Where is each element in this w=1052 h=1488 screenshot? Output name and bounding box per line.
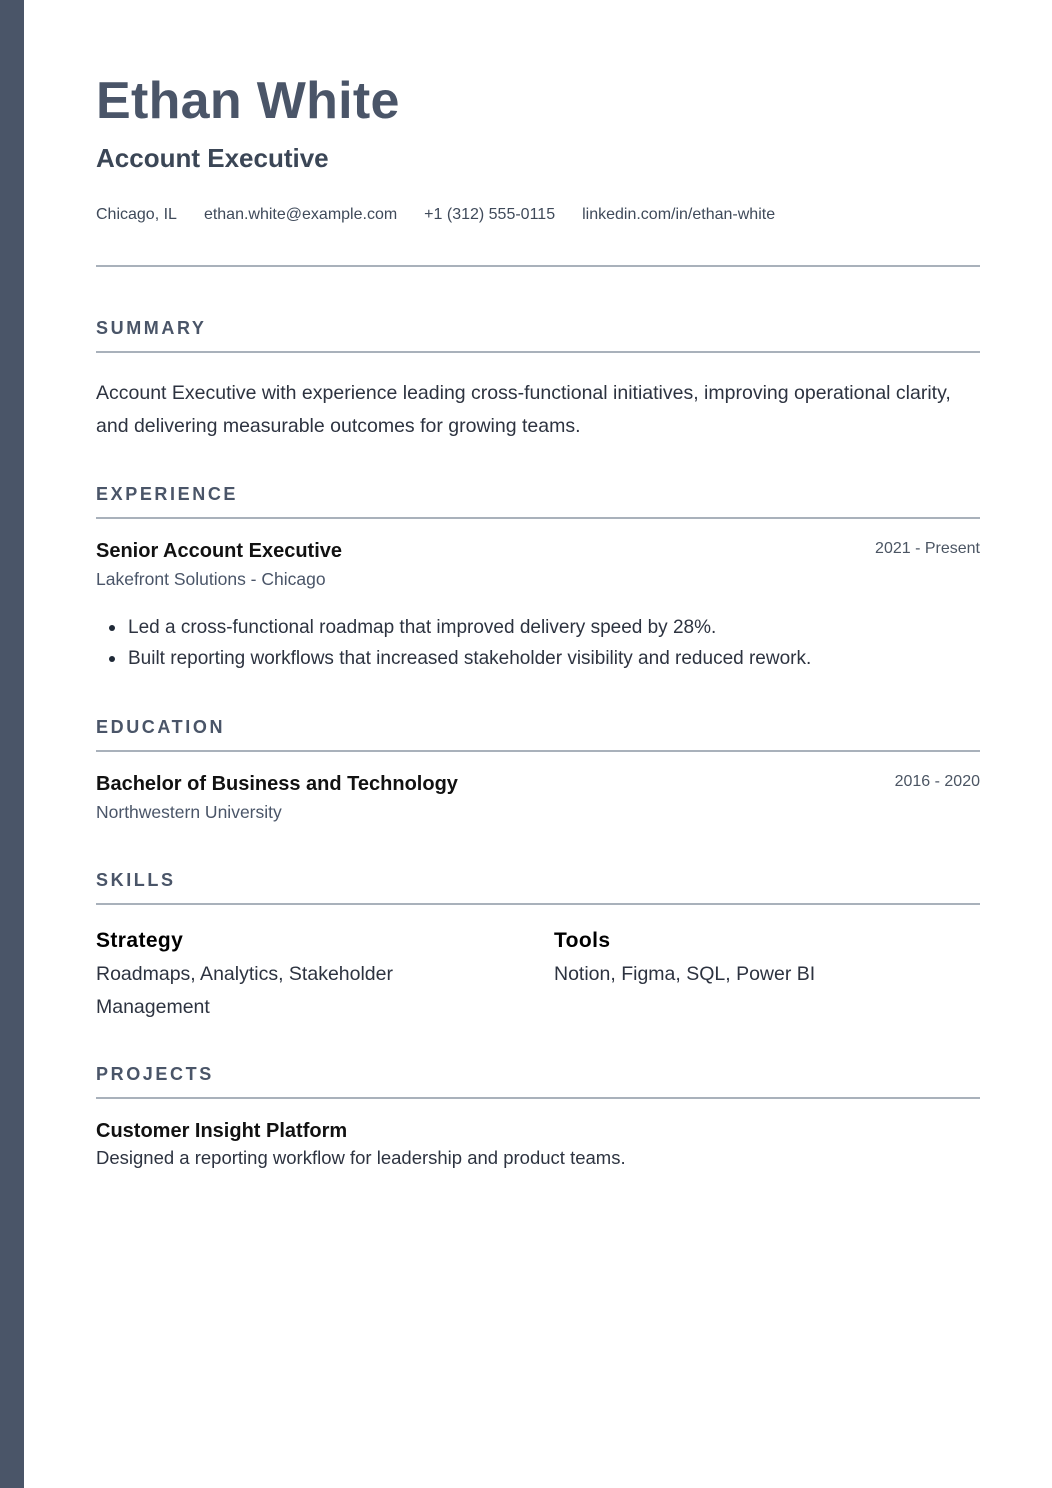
projects-section <box>96 1063 980 1171</box>
skills-section <box>96 869 980 1024</box>
skill-group-items: Roadmaps, Analytics, Stakeholder Management <box>96 963 393 1018</box>
contact-linkedin[interactable]: linkedin.com/in/ethan-white <box>582 206 776 223</box>
header-divider <box>96 265 980 267</box>
section-heading-experience: EXPERIENCE <box>96 483 980 519</box>
skill-group-items: Notion, Figma, SQL, Power BI <box>554 963 816 985</box>
degree-title: Bachelor of Business and Technology <box>96 773 458 795</box>
skill-group-name: Strategy <box>96 929 184 952</box>
summary-section <box>96 317 980 443</box>
list-item: Led a cross-functional roadmap that improved delivery speed by 28%. <box>128 612 980 643</box>
section-heading-education: EDUCATION <box>96 716 980 752</box>
project-description: Designed a reporting workflow for leadership and product teams. <box>96 1147 626 1168</box>
skill-group <box>554 929 980 1024</box>
skills-grid <box>96 929 980 1024</box>
job-role: Senior Account Executive <box>96 540 342 562</box>
summary-text: Account Executive with experience leading cross-functional initiatives, improving operational clarity, and delivering measurable outcomes for growing teams. <box>96 382 951 437</box>
job-company: Lakefront Solutions - Chicago <box>96 569 326 589</box>
contact-location: Chicago, IL <box>96 206 177 223</box>
skill-group <box>96 929 554 1024</box>
skill-group-name: Tools <box>554 929 611 952</box>
contact-phone[interactable]: +1 (312) 555-0115 <box>424 206 556 223</box>
section-heading-projects: PROJECTS <box>96 1063 980 1099</box>
section-heading-summary: SUMMARY <box>96 317 980 353</box>
project-name: Customer Insight Platform <box>96 1120 348 1142</box>
job-bullets <box>96 612 980 674</box>
job-dates: 2021 - Present <box>875 540 980 557</box>
section-heading-skills: SKILLS <box>96 869 980 905</box>
education-entry <box>96 771 980 823</box>
education-section <box>96 716 980 823</box>
list-item: Built reporting workflows that increased stakeholder visibility and reduced rework. <box>128 643 980 674</box>
experience-section <box>96 483 980 674</box>
experience-entry <box>96 538 980 674</box>
contact-email[interactable]: ethan.white@example.com <box>203 206 398 223</box>
school-name: Northwestern University <box>96 802 282 822</box>
contact-line <box>96 205 775 225</box>
education-dates: 2016 - 2020 <box>894 773 980 790</box>
candidate-name: Ethan White <box>96 72 400 130</box>
accent-sidebar-bar <box>0 0 24 1488</box>
job-title: Account Executive <box>96 143 329 173</box>
